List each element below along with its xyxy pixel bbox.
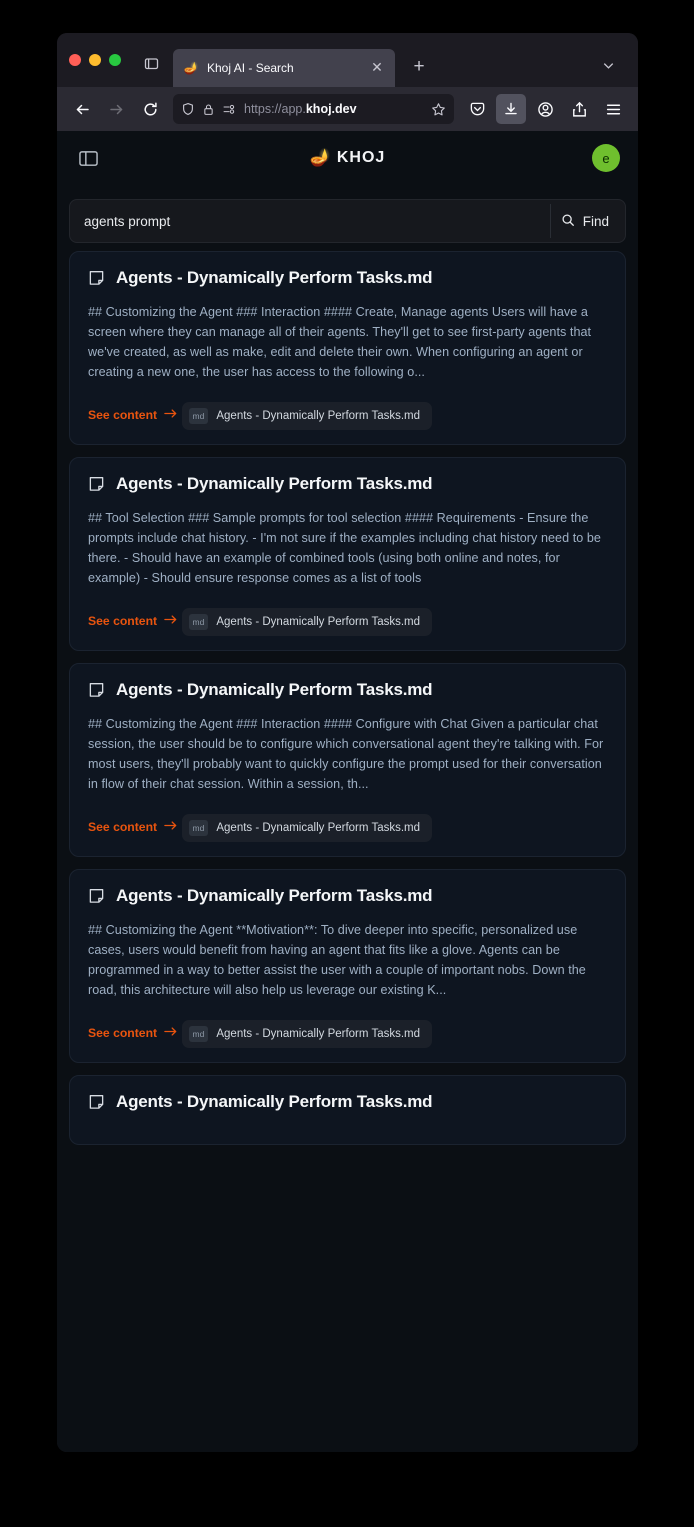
result-snippet: ## Customizing the Agent ### Interaction #### Create, Manage agents Users will have a screen where they can manage all of their agents. They'll get to see first-party agents that we've created, as well as make, edit and delete their own. When configuring an agent or creating a new one, the user has access to the following o... xyxy=(88,305,592,379)
browser-navbar xyxy=(57,87,638,131)
search-result-card[interactable] xyxy=(69,251,626,445)
file-type-badge: md xyxy=(189,820,209,836)
khoj-lamp-icon: 🪔 xyxy=(309,148,331,167)
result-title: Agents - Dynamically Perform Tasks.md xyxy=(116,680,433,699)
share-icon[interactable] xyxy=(564,94,594,124)
search-input[interactable] xyxy=(84,214,550,229)
minimize-window-button[interactable] xyxy=(89,54,101,66)
note-icon xyxy=(88,1093,105,1111)
source-file-name: Agents - Dynamically Perform Tasks.md xyxy=(216,1028,421,1040)
pocket-icon[interactable] xyxy=(462,94,492,124)
khoj-wordmark: KHOJ xyxy=(336,149,386,166)
see-content-label: See content xyxy=(88,408,158,422)
result-title: Agents - Dynamically Perform Tasks.md xyxy=(116,886,433,905)
search-result-card[interactable] xyxy=(69,457,626,651)
result-title: Agents - Dynamically Perform Tasks.md xyxy=(116,268,433,287)
see-content-link[interactable] xyxy=(88,820,177,834)
maximize-window-button[interactable] xyxy=(109,54,121,66)
card-header xyxy=(88,268,607,288)
browser-window xyxy=(57,33,638,1452)
close-window-button[interactable] xyxy=(69,54,81,66)
reload-icon[interactable] xyxy=(135,94,165,124)
forward-icon[interactable] xyxy=(101,94,131,124)
arrow-right-icon xyxy=(164,614,177,628)
find-label: Find xyxy=(582,213,609,229)
see-content-link[interactable] xyxy=(88,614,177,628)
avatar[interactable]: e xyxy=(592,144,620,172)
khoj-lamp-icon: 🪔 xyxy=(183,61,199,75)
card-header xyxy=(88,474,607,494)
note-icon xyxy=(88,887,105,905)
source-file-name: Agents - Dynamically Perform Tasks.md xyxy=(216,822,421,834)
window-controls xyxy=(69,33,121,87)
sidebar-toggle-icon[interactable] xyxy=(75,147,101,169)
chevron-down-icon[interactable] xyxy=(592,49,624,81)
close-icon[interactable]: ✕ xyxy=(371,59,383,75)
page-content xyxy=(57,131,638,1452)
result-snippet: ## Customizing the Agent **Motivation**: To dive deeper into specific, personalized use cases, users would benefit from having an agent that fits like a glove. Agents can be programmed in a way to better assist the user with a couple of important nobs. Down the road, this architecture will also help us leverage our existing K... xyxy=(88,923,586,997)
file-type-badge: md xyxy=(189,408,209,424)
note-icon xyxy=(88,681,105,699)
find-button[interactable] xyxy=(550,204,621,238)
permissions-icon[interactable] xyxy=(222,103,237,116)
tab-title: Khoj AI - Search xyxy=(207,61,294,75)
search-bar[interactable] xyxy=(69,199,626,243)
lock-icon xyxy=(202,103,215,116)
downloads-icon[interactable] xyxy=(496,94,526,124)
see-content-label: See content xyxy=(88,1026,158,1040)
see-content-label: See content xyxy=(88,614,158,628)
new-tab-button[interactable]: + xyxy=(413,56,425,77)
note-icon xyxy=(88,475,105,493)
arrow-right-icon xyxy=(164,408,177,422)
back-icon[interactable] xyxy=(67,94,97,124)
search-icon xyxy=(561,213,575,230)
browser-tab[interactable] xyxy=(173,49,395,87)
account-icon[interactable] xyxy=(530,94,560,124)
see-content-link[interactable] xyxy=(88,408,177,422)
file-type-badge: md xyxy=(189,614,209,630)
source-chip[interactable] xyxy=(182,1020,432,1048)
result-title: Agents - Dynamically Perform Tasks.md xyxy=(116,474,433,493)
search-result-card[interactable] xyxy=(69,869,626,1063)
see-content-link[interactable] xyxy=(88,1026,177,1040)
source-chip[interactable] xyxy=(182,814,432,842)
file-type-badge: md xyxy=(189,1026,209,1042)
khoj-logo xyxy=(57,148,638,168)
source-file-name: Agents - Dynamically Perform Tasks.md xyxy=(216,616,421,628)
see-content-label: See content xyxy=(88,820,158,834)
card-header xyxy=(88,886,607,906)
result-snippet: ## Tool Selection ### Sample prompts for tool selection #### Requirements - Ensure the prompts include chat history. - I'm not sure if the examples including chat history need to be there. - Should have an example of combined tools (using both online and notes, for example) - Should ensure response comes as a list of tools xyxy=(88,511,601,585)
source-chip[interactable] xyxy=(182,402,432,430)
arrow-right-icon xyxy=(164,1026,177,1040)
menu-icon[interactable] xyxy=(598,94,628,124)
result-snippet: ## Customizing the Agent ### Interaction #### Configure with Chat Given a particular chat session, the user should be to configure which conversational agent they're talking with. For most users, they'll probably want to quickly configure the prompt used for their conversation in flow of their chat session. Within a session, th... xyxy=(88,717,604,791)
browser-tabstrip xyxy=(57,33,638,87)
bookmark-star-icon[interactable] xyxy=(431,102,446,117)
search-result-card[interactable] xyxy=(69,663,626,857)
url-text: https://app.khoj.dev xyxy=(244,102,357,116)
card-header xyxy=(88,1092,607,1112)
source-file-name: Agents - Dynamically Perform Tasks.md xyxy=(216,410,421,422)
search-result-card[interactable] xyxy=(69,1075,626,1145)
arrow-right-icon xyxy=(164,820,177,834)
search-results-list xyxy=(57,243,638,1452)
tab-list-icon[interactable] xyxy=(135,48,167,78)
khoj-header xyxy=(57,131,638,185)
source-chip[interactable] xyxy=(182,608,432,636)
card-header xyxy=(88,680,607,700)
result-title: Agents - Dynamically Perform Tasks.md xyxy=(116,1092,433,1111)
address-bar[interactable] xyxy=(173,94,454,124)
note-icon xyxy=(88,269,105,287)
shield-icon xyxy=(181,102,195,116)
